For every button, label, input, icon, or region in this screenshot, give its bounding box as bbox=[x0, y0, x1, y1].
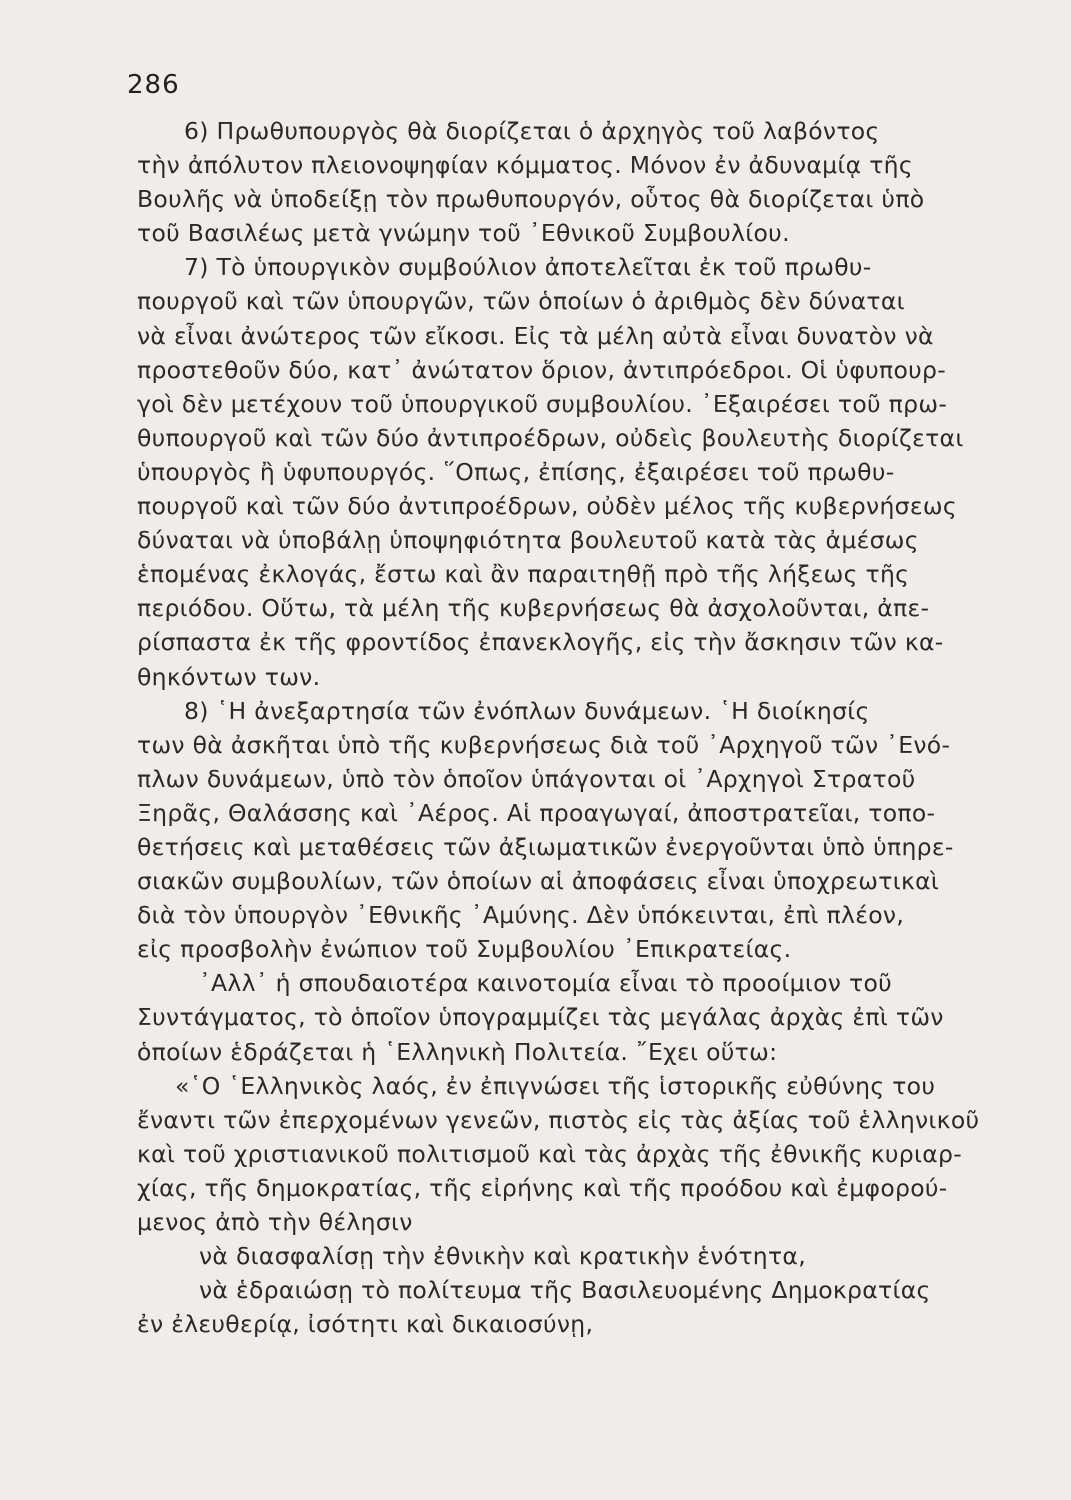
text-line: ὁποίων ἑδράζεται ἡ ῾Ελληνικὴ Πολιτεία. ῎Εχει οὕτω: bbox=[137, 1037, 778, 1066]
text-line: σιακῶν συμβουλίων, τῶν ὁποίων αἱ ἀποφάσεις εἶναι ὑποχρεωτικαὶ bbox=[137, 867, 940, 896]
text-line: μενος ἀπὸ τὴν θέλησιν bbox=[137, 1208, 413, 1236]
text-line: πουργοῦ καὶ τῶν δύο ἀντιπροέδρων, οὐδὲν μέλος τῆς κυβερνήσεως bbox=[137, 492, 957, 521]
text-line: νὰ εἶναι ἀνώτερος τῶν εἴκοσι. Εἰς τὰ μέλη αὐτὰ εἶναι δυνατὸν νὰ bbox=[137, 321, 934, 350]
text-line: ρίσπαστα ἐκ τῆς φροντίδος ἐπανεκλογῆς, εἰς τὴν ἄσκησιν τῶν κα- bbox=[137, 628, 944, 657]
text-line: εἰς προσβολὴν ἐνώπιον τοῦ Συμβουλίου ᾿Επικρατείας. bbox=[137, 935, 792, 964]
text-line: πλων δυνάμεων, ὑπὸ τὸν ὁποῖον ὑπάγονται οἱ ᾿Αρχηγοὶ Στρατοῦ bbox=[137, 764, 916, 793]
text-line: Ξηρᾶς, Θαλάσσης καὶ ᾿Αέρος. Αἱ προαγωγαί, ἀποστρατεῖαι, τοπο- bbox=[137, 798, 936, 827]
text-line: θυπουργοῦ καὶ τῶν δύο ἀντιπροέδρων, οὐδεὶς βουλευτὴς διορίζεται bbox=[137, 423, 964, 452]
body-text bbox=[137, 114, 1005, 1341]
text-line: «῾Ο ῾Ελληνικὸς λαός, ἐν ἐπιγνώσει τῆς ἱστορικῆς εὐθύνης του bbox=[175, 1071, 936, 1100]
text-line: νὰ διασφαλίσῃ τὴν ἐθνικὴν καὶ κρατικὴν ἑνότητα, bbox=[199, 1242, 806, 1271]
text-line: περιόδου. Οὕτω, τὰ μέλη τῆς κυβερνήσεως θὰ ἀσχολοῦνται, ἀπε- bbox=[137, 594, 930, 623]
text-line: τοῦ Βασιλέως μετὰ γνώμην τοῦ ᾿Εθνικοῦ Συμβουλίου. bbox=[137, 219, 790, 248]
text-line: καὶ τοῦ χριστιανικοῦ πολιτισμοῦ καὶ τὰς ἀρχὰς τῆς ἐθνικῆς κυριαρ- bbox=[137, 1139, 963, 1168]
text-line: ἔναντι τῶν ἐπερχομένων γενεῶν, πιστὸς εἰς τὰς ἀξίας τοῦ ἑλληνικοῦ bbox=[137, 1105, 980, 1134]
text-line: θετήσεις καὶ μεταθέσεις τῶν ἀξιωματικῶν ἐνεργοῦνται ὑπὸ ὑπηρε- bbox=[137, 832, 954, 861]
text-line: Βουλῆς νὰ ὑποδείξῃ τὸν πρωθυπουργόν, οὗτος θὰ διορίζεται ὑπὸ bbox=[137, 185, 925, 214]
page-number: 286 bbox=[127, 70, 180, 100]
text-line: ἐν ἐλευθερίᾳ, ἰσότητι καὶ δικαιοσύνῃ, bbox=[137, 1310, 594, 1339]
text-line: ἑπομένας ἐκλογάς, ἔστω καὶ ἂν παραιτηθῇ πρὸ τῆς λήξεως τῆς bbox=[137, 560, 910, 589]
text-line: 8) ῾Η ἀνεξαρτησία τῶν ἐνόπλων δυνάμεων. ῾Η διοίκησίς bbox=[184, 696, 870, 725]
text-line: πουργοῦ καὶ τῶν ὑπουργῶν, τῶν ὁποίων ὁ ἀριθμὸς δὲν δύναται bbox=[137, 287, 905, 316]
text-line: τὴν ἀπόλυτον πλειονοψηφίαν κόμματος. Μόνον ἐν ἀδυναμίᾳ τῆς bbox=[137, 151, 913, 180]
text-line: 7) Τὸ ὑπουργικὸν συμβούλιον ἀποτελεῖται ἐκ τοῦ πρωθυ- bbox=[184, 253, 872, 282]
text-line: νὰ ἑδραιώσῃ τὸ πολίτευμα τῆς Βασιλευομένης Δημοκρατίας bbox=[199, 1276, 931, 1305]
text-line: Συντάγματος, τὸ ὁποῖον ὑπογραμμίζει τὰς μεγάλας ἀρχὰς ἐπὶ τῶν bbox=[137, 1003, 944, 1032]
text-line: διὰ τὸν ὑπουργὸν ᾿Εθνικῆς ᾿Αμύνης. Δὲν ὑπόκεινται, ἐπὶ πλέον, bbox=[137, 901, 905, 930]
text-line: ὑπουργὸς ἢ ὑφυπουργός. ῞Οπως, ἐπίσης, ἐξαιρέσει τοῦ πρωθυ- bbox=[137, 457, 895, 486]
text-line: ᾿Αλλ᾿ ἡ σπουδαιοτέρα καινοτομία εἶναι τὸ προοίμιον τοῦ bbox=[199, 969, 893, 998]
text-line: δύναται νὰ ὑποβάλῃ ὑποψηφιότητα βουλευτοῦ κατὰ τὰς ἀμέσως bbox=[137, 526, 919, 555]
text-line: 6) Πρωθυπουργὸς θὰ διορίζεται ὁ ἀρχηγὸς τοῦ λαβόντος bbox=[184, 117, 880, 145]
text-line: προστεθοῦν δύο, κατ᾿ ἀνώτατον ὅριον, ἀντιπρόεδροι. Οἱ ὑφυπουρ- bbox=[137, 355, 947, 384]
text-line: γοὶ δὲν μετέχουν τοῦ ὑπουργικοῦ συμβουλίου. ᾿Εξαιρέσει τοῦ πρω- bbox=[137, 389, 948, 418]
text-line: χίας, τῆς δημοκρατίας, τῆς εἰρήνης καὶ τῆς προόδου καὶ ἐμφορού- bbox=[137, 1173, 948, 1202]
text-line: των θὰ ἀσκῆται ὑπὸ τῆς κυβερνήσεως διὰ τοῦ ᾿Αρχηγοῦ τῶν ᾿Ενό- bbox=[137, 730, 951, 759]
text-line: θηκόντων των. bbox=[137, 662, 321, 691]
